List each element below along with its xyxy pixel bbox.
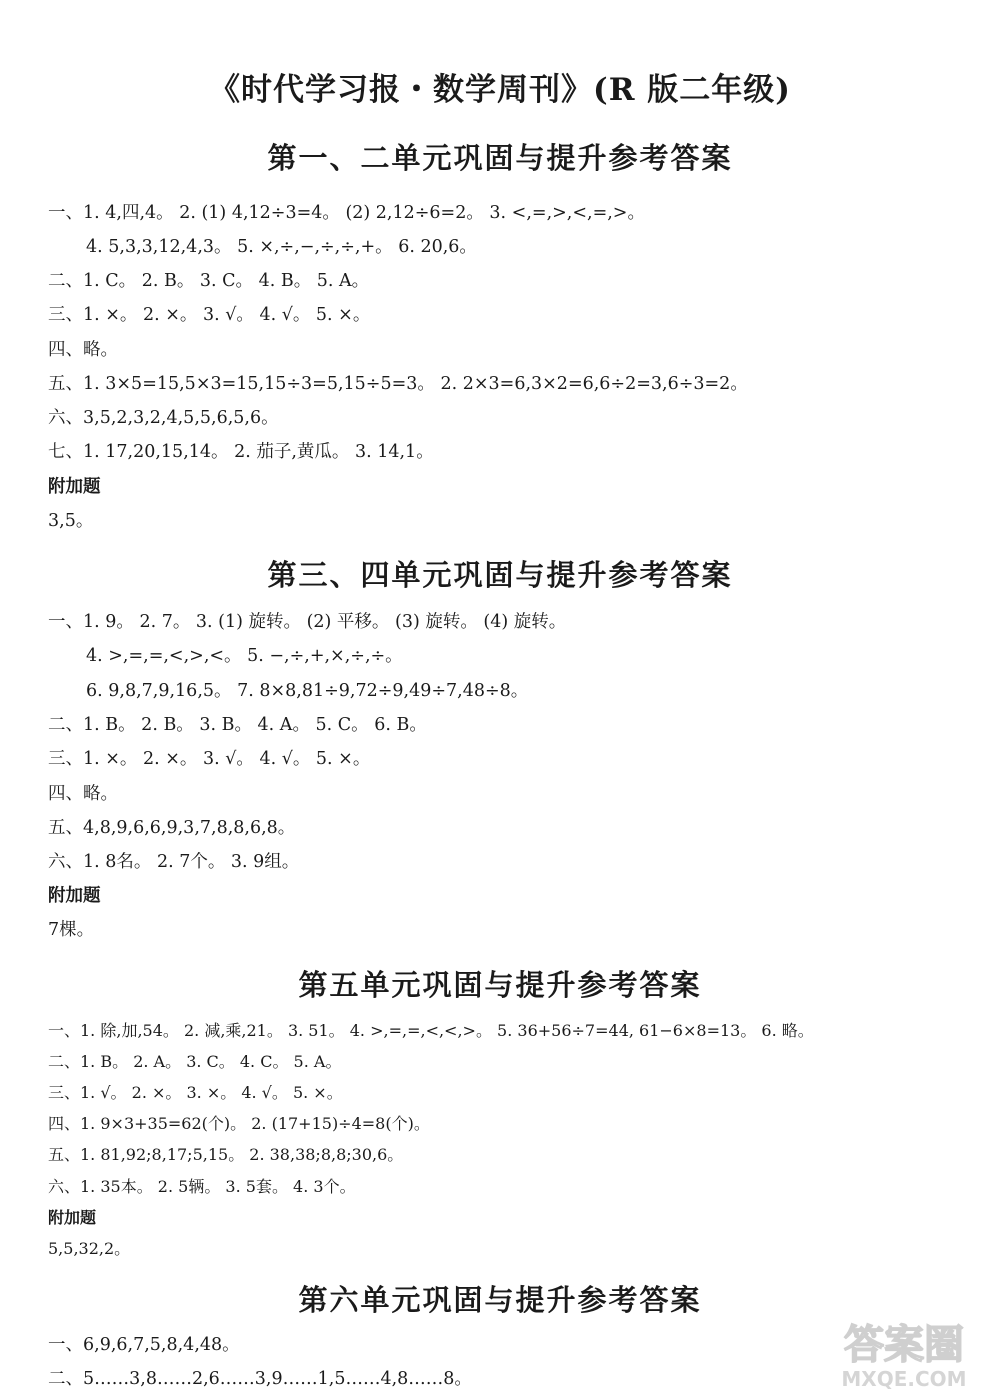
bonus-heading: 附加题: [48, 1208, 97, 1227]
answer-line: 5,5,32,2。: [48, 1239, 131, 1258]
answer-line: 二、5……3,8……2,6……3,9……1,5……4,8……8。: [48, 1369, 472, 1389]
answer-line: 一、6,9,6,7,5,8,4,48。: [48, 1335, 240, 1355]
answer-line: 三、1. ×。 2. ×。 3. √。 4. √。 5. ×。: [48, 305, 371, 325]
answer-line: 六、1. 35本。 2. 5辆。 3. 5套。 4. 3个。: [48, 1177, 356, 1196]
section-title-2: 第三、四单元巩固与提升参考答案: [267, 558, 733, 592]
answer-line: 五、1. 3×5=15,5×3=15,15÷3=5,15÷5=3。 2. 2×3=6,3×2=6,6÷2=3,6÷3=2。: [48, 374, 748, 394]
section-title-3: 第五单元巩固与提升参考答案: [298, 968, 702, 1002]
bonus-heading: 附加题: [48, 477, 101, 497]
answer-line: 四、略。: [48, 784, 118, 804]
bonus-heading: 附加题: [48, 886, 101, 906]
answer-line: 3,5。: [48, 511, 94, 531]
answer-line: 二、1. B。 2. A。 3. C。 4. C。 5. A。: [48, 1052, 342, 1071]
answer-line: 六、1. 8名。 2. 7个。 3. 9组。: [48, 852, 300, 872]
answer-line: 五、4,8,9,6,6,9,3,7,8,8,6,8。: [48, 818, 296, 838]
section-title-4: 第六单元巩固与提升参考答案: [298, 1283, 702, 1317]
answer-line: 五、1. 81,92;8,17;5,15。 2. 38,38;8,8;30,6。: [48, 1145, 404, 1164]
answer-line: 二、1. B。 2. B。 3. B。 4. A。 5. C。 6. B。: [48, 715, 427, 735]
section-title-1: 第一、二单元巩固与提升参考答案: [267, 141, 733, 175]
answer-line: 一、1. 4,四,4。 2. (1) 4,12÷3=4。 (2) 2,12÷6=2。 3. <,=,>,<,=,>。: [48, 203, 645, 223]
answer-line: 七、1. 17,20,15,14。 2. 茄子,黄瓜。 3. 14,1。: [48, 442, 434, 462]
answer-line: 三、1. √。 2. ×。 3. ×。 4. √。 5. ×。: [48, 1083, 343, 1102]
answer-line: 四、略。: [48, 340, 118, 360]
answer-line: 三、1. ×。 2. ×。 3. √。 4. √。 5. ×。: [48, 749, 371, 769]
svg-text:答案圈: 答案圈: [844, 1322, 964, 1368]
answer-line: 7棵。: [48, 920, 95, 940]
svg-text:MXQE.COM: MXQE.COM: [841, 1367, 967, 1391]
answer-line: 一、1. 除,加,54。 2. 减,乘,21。 3. 51。 4. >,=,=,<,<,>。 5. 36+56÷7=44, 61−6×8=13。 6. 略。: [48, 1021, 814, 1040]
answer-line: 6. 9,8,7,9,16,5。 7. 8×8,81÷9,72÷9,49÷7,48÷8。: [86, 681, 529, 701]
answer-line: 4. 5,3,3,12,4,3。 5. ×,÷,−,÷,÷,+。 6. 20,6。: [86, 237, 477, 257]
watermark-logo: [818, 1312, 990, 1392]
answer-line: 一、1. 9。 2. 7。 3. (1) 旋转。 (2) 平移。 (3) 旋转。 (4) 旋转。: [48, 612, 567, 632]
answer-line: 六、3,5,2,3,2,4,5,5,6,5,6。: [48, 408, 279, 428]
answer-line: 二、1. C。 2. B。 3. C。 4. B。 5. A。: [48, 271, 370, 291]
page-title: 《时代学习报・数学周刊》(R 版二年级): [209, 72, 791, 108]
answer-line: 4. >,=,=,<,>,<。 5. −,÷,+,×,÷,÷。: [86, 646, 403, 666]
answer-line: 四、1. 9×3+35=62(个)。 2. (17+15)÷4=8(个)。: [48, 1114, 430, 1133]
